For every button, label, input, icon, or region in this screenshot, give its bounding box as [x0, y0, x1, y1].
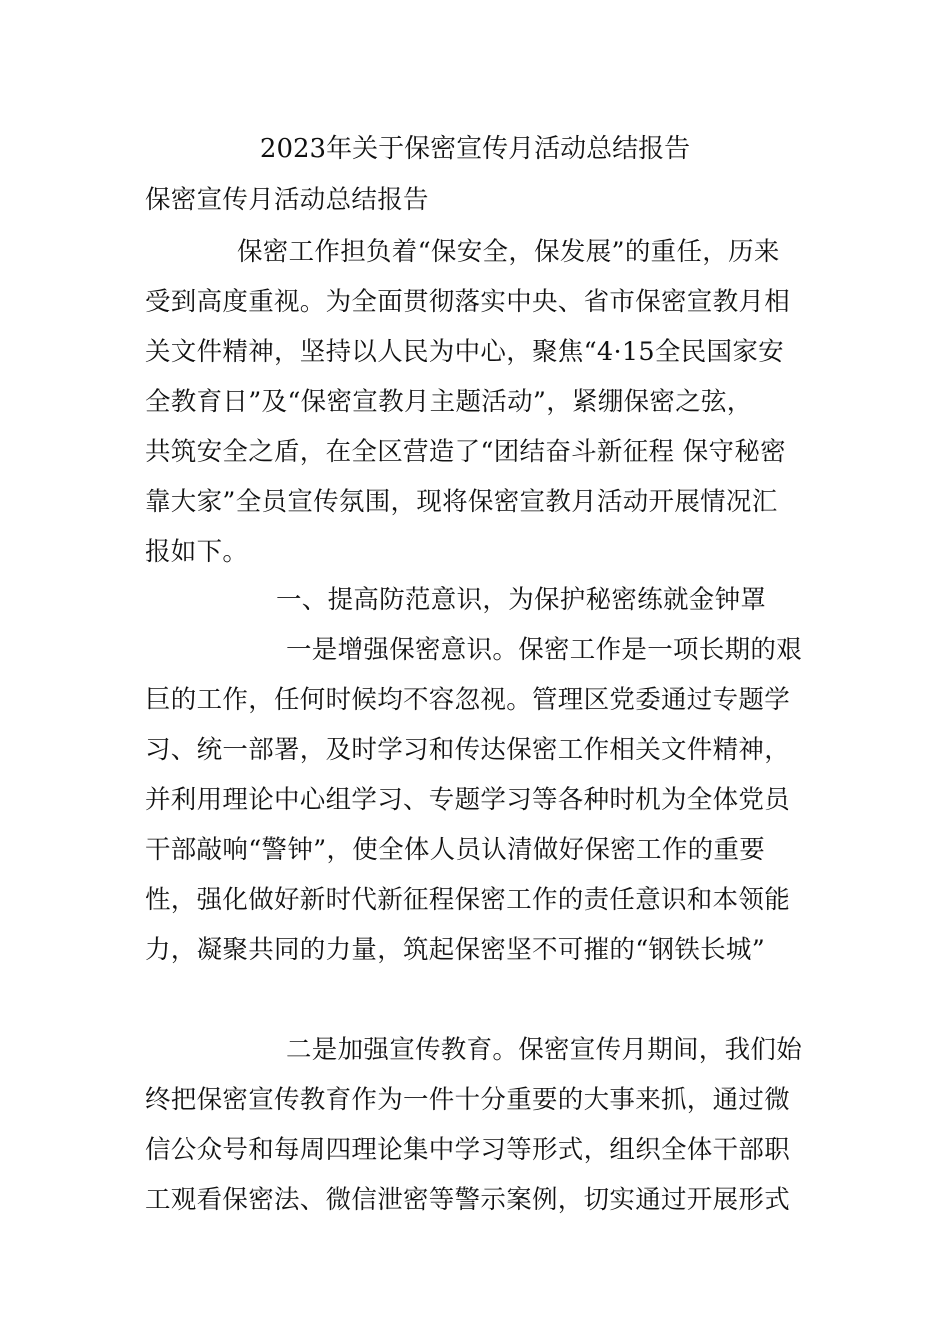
paragraph-line: 干部敲响“警钟”，使全体人员认清做好保密工作的重要 [145, 835, 766, 865]
paragraph-line: 习、统一部署，及时学习和传达保密工作相关文件精神， [145, 735, 791, 765]
paragraph-line: 二是加强宣传教育。保密宣传月期间，我们始 [286, 1035, 803, 1065]
paragraph-line: 保密工作担负着“保安全，保发展”的重任，历来 [237, 237, 780, 267]
paragraph-line: 性，强化做好新时代新征程保密工作的责任意识和本领能 [145, 885, 791, 915]
paragraph-line: 受到高度重视。为全面贯彻落实中央、省市保密宣教月相 [145, 287, 791, 317]
paragraph-line: 工观看保密法、微信泄密等警示案例，切实通过开展形式 [145, 1185, 791, 1215]
section-heading: 一、提高防范意识，为保护秘密练就金钟罩 [276, 585, 767, 615]
paragraph-line: 靠大家”全员宣传氛围，现将保密宣教月活动开展情况汇 [145, 487, 778, 517]
paragraph-line: 关文件精神，坚持以人民为中心，聚焦“4·15全民国家安 [145, 337, 784, 367]
paragraph-line: 信公众号和每周四理论集中学习等形式，组织全体干部职 [145, 1135, 791, 1165]
document-title: 2023年关于保密宣传月活动总结报告 [259, 134, 691, 164]
paragraph-line: 报如下。 [145, 537, 249, 567]
document-subtitle: 保密宣传月活动总结报告 [145, 185, 429, 215]
paragraph-line: 力，凝聚共同的力量，筑起保密坚不可摧的“钢铁长城” [145, 935, 766, 965]
paragraph-line: 巨的工作，任何时候均不容忽视。管理区党委通过专题学 [145, 685, 791, 715]
paragraph-line: 终把保密宣传教育作为一件十分重要的大事来抓，通过微 [145, 1085, 791, 1115]
paragraph-line: 一是增强保密意识。保密工作是一项长期的艰 [286, 635, 803, 665]
paragraph-line: 全教育日”及“保密宣教月主题活动”，紧绷保密之弦， [145, 387, 753, 417]
paragraph-line: 共筑安全之盾，在全区营造了“团结奋斗新征程 保守秘密 [145, 437, 786, 467]
paragraph-line: 并利用理论中心组学习、专题学习等各种时机为全体党员 [145, 785, 791, 815]
